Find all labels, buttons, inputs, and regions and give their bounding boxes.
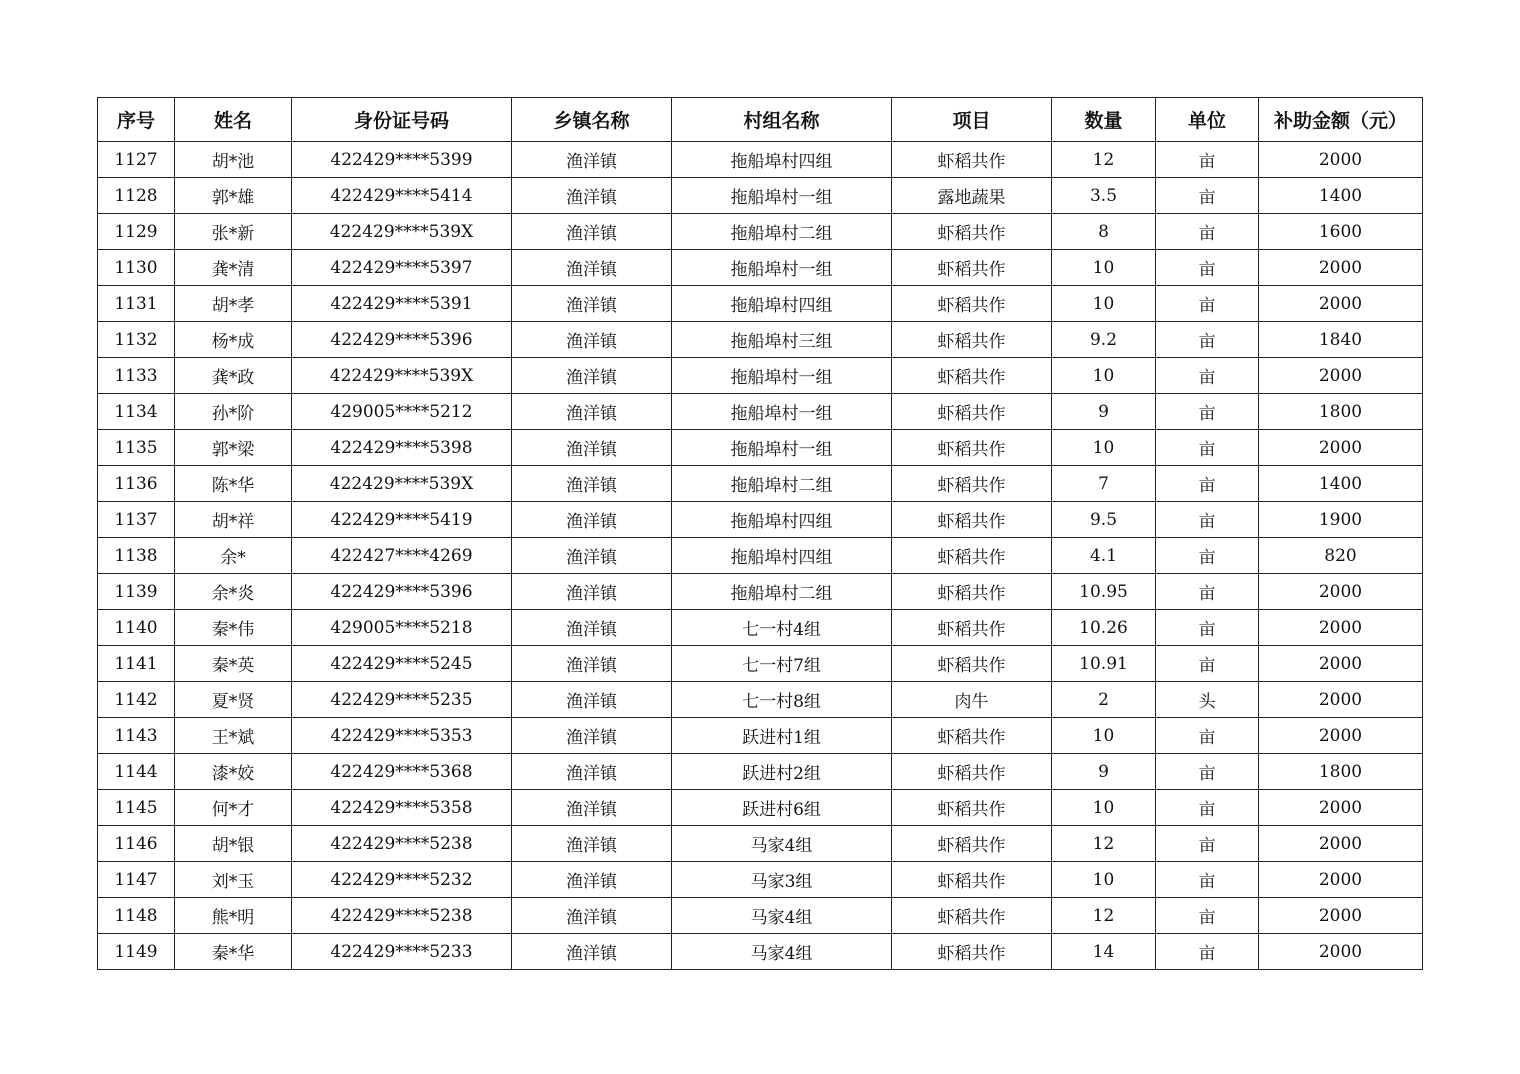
subsidy-amount-cell: 2000 [1259, 358, 1423, 394]
unit-cell: 亩 [1156, 754, 1259, 790]
village-group-cell: 拖船埠村一组 [672, 358, 892, 394]
table-row [98, 502, 1423, 538]
subsidy-amount-cell: 1900 [1259, 502, 1423, 538]
table-row [98, 862, 1423, 898]
project-cell: 虾稻共作 [892, 358, 1052, 394]
unit-cell: 亩 [1156, 178, 1259, 214]
subsidy-amount-cell: 2000 [1259, 610, 1423, 646]
unit-cell: 亩 [1156, 142, 1259, 178]
serial-cell: 1134 [98, 394, 175, 430]
town-cell: 渔洋镇 [512, 934, 672, 970]
serial-cell: 1149 [98, 934, 175, 970]
serial-cell: 1140 [98, 610, 175, 646]
unit-cell: 亩 [1156, 502, 1259, 538]
id-number-cell: 422429****5396 [292, 322, 512, 358]
serial-cell: 1139 [98, 574, 175, 610]
project-cell: 虾稻共作 [892, 502, 1052, 538]
quantity-cell: 2 [1052, 682, 1156, 718]
unit-cell: 亩 [1156, 862, 1259, 898]
table-row [98, 538, 1423, 574]
subsidy-amount-cell: 1800 [1259, 394, 1423, 430]
column-header-unit: 单位 [1156, 98, 1259, 142]
table-row [98, 574, 1423, 610]
town-cell: 渔洋镇 [512, 214, 672, 250]
name-cell: 何*才 [175, 790, 292, 826]
table-row [98, 934, 1423, 970]
village-group-cell: 拖船埠村二组 [672, 466, 892, 502]
column-header-serial: 序号 [98, 98, 175, 142]
village-group-cell: 拖船埠村一组 [672, 178, 892, 214]
quantity-cell: 9.5 [1052, 502, 1156, 538]
name-cell: 王*斌 [175, 718, 292, 754]
table-row [98, 718, 1423, 754]
name-cell: 孙*阶 [175, 394, 292, 430]
town-cell: 渔洋镇 [512, 286, 672, 322]
id-number-cell: 422429****5414 [292, 178, 512, 214]
id-number-cell: 422429****5238 [292, 826, 512, 862]
subsidy-amount-cell: 2000 [1259, 718, 1423, 754]
name-cell: 龚*清 [175, 250, 292, 286]
name-cell: 夏*贤 [175, 682, 292, 718]
serial-cell: 1135 [98, 430, 175, 466]
quantity-cell: 10 [1052, 790, 1156, 826]
unit-cell: 亩 [1156, 898, 1259, 934]
village-group-cell: 七一村7组 [672, 646, 892, 682]
quantity-cell: 10 [1052, 286, 1156, 322]
project-cell: 虾稻共作 [892, 394, 1052, 430]
id-number-cell: 422429****5398 [292, 430, 512, 466]
project-cell: 虾稻共作 [892, 538, 1052, 574]
quantity-cell: 10 [1052, 430, 1156, 466]
project-cell: 虾稻共作 [892, 142, 1052, 178]
serial-cell: 1131 [98, 286, 175, 322]
subsidy-amount-cell: 2000 [1259, 898, 1423, 934]
village-group-cell: 跃进村6组 [672, 790, 892, 826]
project-cell: 肉牛 [892, 682, 1052, 718]
unit-cell: 亩 [1156, 610, 1259, 646]
name-cell: 陈*华 [175, 466, 292, 502]
quantity-cell: 12 [1052, 826, 1156, 862]
quantity-cell: 9 [1052, 754, 1156, 790]
town-cell: 渔洋镇 [512, 538, 672, 574]
table-row [98, 322, 1423, 358]
subsidy-amount-cell: 1840 [1259, 322, 1423, 358]
town-cell: 渔洋镇 [512, 610, 672, 646]
name-cell: 胡*银 [175, 826, 292, 862]
project-cell: 虾稻共作 [892, 862, 1052, 898]
id-number-cell: 422429****5232 [292, 862, 512, 898]
project-cell: 虾稻共作 [892, 898, 1052, 934]
town-cell: 渔洋镇 [512, 646, 672, 682]
town-cell: 渔洋镇 [512, 394, 672, 430]
village-group-cell: 拖船埠村二组 [672, 214, 892, 250]
name-cell: 秦*华 [175, 934, 292, 970]
unit-cell: 亩 [1156, 790, 1259, 826]
id-number-cell: 422429****5238 [292, 898, 512, 934]
village-group-cell: 拖船埠村四组 [672, 502, 892, 538]
table-row [98, 682, 1423, 718]
village-group-cell: 拖船埠村一组 [672, 250, 892, 286]
village-group-cell: 马家4组 [672, 934, 892, 970]
project-cell: 虾稻共作 [892, 718, 1052, 754]
table-header [98, 98, 1423, 142]
column-header-name: 姓名 [175, 98, 292, 142]
project-cell: 虾稻共作 [892, 466, 1052, 502]
quantity-cell: 10 [1052, 250, 1156, 286]
unit-cell: 亩 [1156, 826, 1259, 862]
project-cell: 虾稻共作 [892, 574, 1052, 610]
serial-cell: 1132 [98, 322, 175, 358]
quantity-cell: 9.2 [1052, 322, 1156, 358]
subsidy-table [97, 97, 1423, 970]
name-cell: 刘*玉 [175, 862, 292, 898]
serial-cell: 1133 [98, 358, 175, 394]
village-group-cell: 拖船埠村一组 [672, 430, 892, 466]
serial-cell: 1145 [98, 790, 175, 826]
unit-cell: 亩 [1156, 538, 1259, 574]
header-row [98, 98, 1423, 142]
town-cell: 渔洋镇 [512, 142, 672, 178]
quantity-cell: 14 [1052, 934, 1156, 970]
subsidy-amount-cell: 2000 [1259, 826, 1423, 862]
name-cell: 郭*雄 [175, 178, 292, 214]
subsidy-amount-cell: 2000 [1259, 934, 1423, 970]
unit-cell: 亩 [1156, 322, 1259, 358]
quantity-cell: 7 [1052, 466, 1156, 502]
name-cell: 胡*祥 [175, 502, 292, 538]
serial-cell: 1142 [98, 682, 175, 718]
town-cell: 渔洋镇 [512, 358, 672, 394]
town-cell: 渔洋镇 [512, 466, 672, 502]
project-cell: 虾稻共作 [892, 754, 1052, 790]
serial-cell: 1144 [98, 754, 175, 790]
table-row [98, 754, 1423, 790]
project-cell: 虾稻共作 [892, 214, 1052, 250]
id-number-cell: 422429****5245 [292, 646, 512, 682]
column-header-quantity: 数量 [1052, 98, 1156, 142]
table-row [98, 826, 1423, 862]
quantity-cell: 10.91 [1052, 646, 1156, 682]
table-row [98, 142, 1423, 178]
table-row [98, 178, 1423, 214]
serial-cell: 1128 [98, 178, 175, 214]
village-group-cell: 拖船埠村四组 [672, 142, 892, 178]
id-number-cell: 422429****5358 [292, 790, 512, 826]
serial-cell: 1147 [98, 862, 175, 898]
village-group-cell: 拖船埠村二组 [672, 574, 892, 610]
village-group-cell: 拖船埠村四组 [672, 538, 892, 574]
table-row [98, 394, 1423, 430]
quantity-cell: 8 [1052, 214, 1156, 250]
quantity-cell: 10.95 [1052, 574, 1156, 610]
id-number-cell: 422429****5368 [292, 754, 512, 790]
table-row [98, 214, 1423, 250]
name-cell: 余*炎 [175, 574, 292, 610]
project-cell: 虾稻共作 [892, 430, 1052, 466]
town-cell: 渔洋镇 [512, 718, 672, 754]
town-cell: 渔洋镇 [512, 574, 672, 610]
unit-cell: 亩 [1156, 286, 1259, 322]
serial-cell: 1130 [98, 250, 175, 286]
name-cell: 胡*孝 [175, 286, 292, 322]
unit-cell: 亩 [1156, 394, 1259, 430]
town-cell: 渔洋镇 [512, 862, 672, 898]
serial-cell: 1138 [98, 538, 175, 574]
name-cell: 余* [175, 538, 292, 574]
table-row [98, 430, 1423, 466]
table-row [98, 790, 1423, 826]
subsidy-amount-cell: 2000 [1259, 250, 1423, 286]
project-cell: 虾稻共作 [892, 826, 1052, 862]
name-cell: 胡*池 [175, 142, 292, 178]
quantity-cell: 10 [1052, 718, 1156, 754]
unit-cell: 亩 [1156, 466, 1259, 502]
id-number-cell: 422427****4269 [292, 538, 512, 574]
serial-cell: 1146 [98, 826, 175, 862]
serial-cell: 1141 [98, 646, 175, 682]
table-row [98, 250, 1423, 286]
quantity-cell: 12 [1052, 898, 1156, 934]
name-cell: 秦*伟 [175, 610, 292, 646]
subsidy-amount-cell: 820 [1259, 538, 1423, 574]
id-number-cell: 429005****5218 [292, 610, 512, 646]
unit-cell: 亩 [1156, 214, 1259, 250]
id-number-cell: 422429****539X [292, 358, 512, 394]
subsidy-amount-cell: 2000 [1259, 574, 1423, 610]
column-header-town: 乡镇名称 [512, 98, 672, 142]
quantity-cell: 10 [1052, 358, 1156, 394]
column-header-id-number: 身份证号码 [292, 98, 512, 142]
village-group-cell: 七一村4组 [672, 610, 892, 646]
project-cell: 虾稻共作 [892, 286, 1052, 322]
quantity-cell: 10 [1052, 862, 1156, 898]
town-cell: 渔洋镇 [512, 502, 672, 538]
village-group-cell: 跃进村2组 [672, 754, 892, 790]
unit-cell: 亩 [1156, 250, 1259, 286]
unit-cell: 头 [1156, 682, 1259, 718]
town-cell: 渔洋镇 [512, 754, 672, 790]
project-cell: 虾稻共作 [892, 934, 1052, 970]
quantity-cell: 12 [1052, 142, 1156, 178]
town-cell: 渔洋镇 [512, 682, 672, 718]
subsidy-amount-cell: 2000 [1259, 790, 1423, 826]
project-cell: 虾稻共作 [892, 322, 1052, 358]
village-group-cell: 拖船埠村三组 [672, 322, 892, 358]
town-cell: 渔洋镇 [512, 430, 672, 466]
id-number-cell: 422429****5396 [292, 574, 512, 610]
village-group-cell: 马家3组 [672, 862, 892, 898]
table-row [98, 610, 1423, 646]
subsidy-amount-cell: 1800 [1259, 754, 1423, 790]
id-number-cell: 422429****5419 [292, 502, 512, 538]
name-cell: 张*新 [175, 214, 292, 250]
project-cell: 露地蔬果 [892, 178, 1052, 214]
table-body [98, 142, 1423, 970]
id-number-cell: 422429****539X [292, 214, 512, 250]
town-cell: 渔洋镇 [512, 322, 672, 358]
unit-cell: 亩 [1156, 430, 1259, 466]
town-cell: 渔洋镇 [512, 178, 672, 214]
project-cell: 虾稻共作 [892, 790, 1052, 826]
serial-cell: 1137 [98, 502, 175, 538]
quantity-cell: 3.5 [1052, 178, 1156, 214]
name-cell: 杨*成 [175, 322, 292, 358]
table-row [98, 466, 1423, 502]
table-row [98, 286, 1423, 322]
column-header-project: 项目 [892, 98, 1052, 142]
serial-cell: 1129 [98, 214, 175, 250]
name-cell: 秦*英 [175, 646, 292, 682]
serial-cell: 1127 [98, 142, 175, 178]
unit-cell: 亩 [1156, 646, 1259, 682]
town-cell: 渔洋镇 [512, 826, 672, 862]
id-number-cell: 422429****5399 [292, 142, 512, 178]
name-cell: 龚*政 [175, 358, 292, 394]
project-cell: 虾稻共作 [892, 610, 1052, 646]
table-row [98, 646, 1423, 682]
quantity-cell: 10.26 [1052, 610, 1156, 646]
id-number-cell: 422429****539X [292, 466, 512, 502]
village-group-cell: 拖船埠村一组 [672, 394, 892, 430]
subsidy-amount-cell: 2000 [1259, 286, 1423, 322]
unit-cell: 亩 [1156, 358, 1259, 394]
subsidy-amount-cell: 1400 [1259, 178, 1423, 214]
quantity-cell: 4.1 [1052, 538, 1156, 574]
subsidy-amount-cell: 2000 [1259, 646, 1423, 682]
id-number-cell: 422429****5233 [292, 934, 512, 970]
subsidy-amount-cell: 1400 [1259, 466, 1423, 502]
subsidy-amount-cell: 2000 [1259, 430, 1423, 466]
unit-cell: 亩 [1156, 718, 1259, 754]
project-cell: 虾稻共作 [892, 646, 1052, 682]
unit-cell: 亩 [1156, 574, 1259, 610]
village-group-cell: 马家4组 [672, 826, 892, 862]
column-header-village-group: 村组名称 [672, 98, 892, 142]
serial-cell: 1143 [98, 718, 175, 754]
serial-cell: 1136 [98, 466, 175, 502]
id-number-cell: 422429****5397 [292, 250, 512, 286]
column-header-subsidy-amount: 补助金额（元） [1259, 98, 1423, 142]
name-cell: 漆*姣 [175, 754, 292, 790]
subsidy-amount-cell: 2000 [1259, 862, 1423, 898]
project-cell: 虾稻共作 [892, 250, 1052, 286]
village-group-cell: 马家4组 [672, 898, 892, 934]
unit-cell: 亩 [1156, 934, 1259, 970]
name-cell: 郭*梁 [175, 430, 292, 466]
id-number-cell: 422429****5391 [292, 286, 512, 322]
town-cell: 渔洋镇 [512, 250, 672, 286]
town-cell: 渔洋镇 [512, 790, 672, 826]
village-group-cell: 拖船埠村四组 [672, 286, 892, 322]
quantity-cell: 9 [1052, 394, 1156, 430]
id-number-cell: 422429****5353 [292, 718, 512, 754]
table-row [98, 358, 1423, 394]
id-number-cell: 422429****5235 [292, 682, 512, 718]
village-group-cell: 七一村8组 [672, 682, 892, 718]
subsidy-amount-cell: 2000 [1259, 682, 1423, 718]
subsidy-amount-cell: 2000 [1259, 142, 1423, 178]
village-group-cell: 跃进村1组 [672, 718, 892, 754]
name-cell: 熊*明 [175, 898, 292, 934]
serial-cell: 1148 [98, 898, 175, 934]
id-number-cell: 429005****5212 [292, 394, 512, 430]
table-row [98, 898, 1423, 934]
town-cell: 渔洋镇 [512, 898, 672, 934]
subsidy-amount-cell: 1600 [1259, 214, 1423, 250]
